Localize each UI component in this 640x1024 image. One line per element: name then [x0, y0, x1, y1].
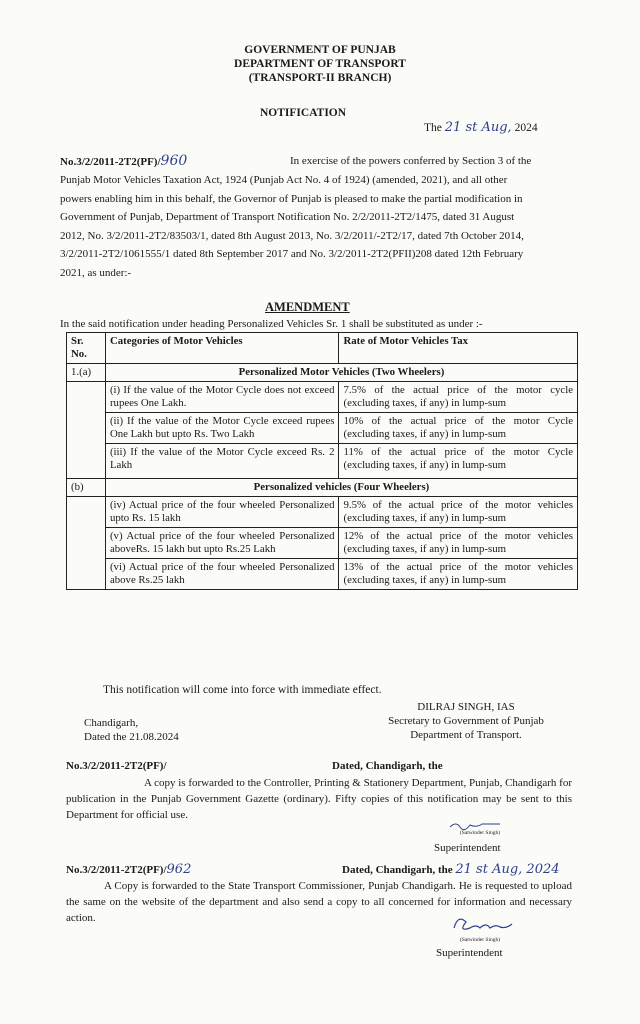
copy2-dated-hand: 21 st Aug, 2024 [455, 862, 560, 877]
copy2-sig-title: Superintendent [436, 947, 503, 959]
col-header-sr: Sr. No. [67, 333, 106, 364]
copy2-number-line [66, 862, 191, 877]
signature-scribble-2 [446, 912, 526, 934]
signatory-block [376, 700, 556, 742]
body-line: 3/2/2011-2T2/1061555/1 dated 8th September 2017 and No. 3/2/2011-2T2(PFII)208 dated 12th February [60, 248, 524, 260]
date-year: 2024 [514, 122, 538, 134]
header-government: GOVERNMENT OF PUNJAB [244, 44, 396, 56]
body-line: 2012, No. 3/2/2011-2T2/83503/1, dated 8th August 2013, No. 3/2/2011/-2T2/17, dated 7th October 2014, [60, 229, 524, 242]
table-row [67, 559, 578, 590]
dated: Dated the 21.08.2024 [84, 731, 179, 743]
copy1-sig-title: Superintendent [434, 842, 501, 854]
header-department: DEPARTMENT OF TRANSPORT [234, 58, 406, 70]
section-a-sr: 1.(a) [67, 364, 106, 382]
category-cell: (iv) Actual price of the four wheeled Personalized upto Rs. 15 lakh [105, 497, 339, 528]
rate-cell: 10% of the actual price of the motor Cycle (excluding taxes, if any) in lump-sum [339, 413, 578, 444]
signatory-name: DILRAJ SINGH, IAS [417, 701, 515, 713]
place: Chandigarh, [84, 717, 139, 729]
section-b-heading-row [67, 479, 578, 497]
section-b-heading: Personalized vehicles (Four Wheelers) [105, 479, 577, 497]
col-header-rate: Rate of Motor Vehicles Tax [339, 333, 578, 364]
notification-first-line [60, 152, 580, 172]
body-line: 2021, as under:- [60, 266, 132, 279]
date-handwritten: 21 st Aug, [444, 120, 512, 135]
body-line: powers enabling him in this behalf, the Governor of Punjab is pleased to make the partial modification in [60, 192, 523, 205]
effect-statement: This notification will come into force with immediate effect. [103, 684, 382, 696]
rate-cell: 11% of the actual price of the motor Cycle (excluding taxes, if any) in lump-sum [339, 444, 578, 479]
amendment-heading: AMENDMENT [265, 300, 350, 314]
table-row [67, 497, 578, 528]
copy2-sig-name: (Satwinder Singh) [459, 937, 501, 943]
copy2-number-hand: 962 [166, 862, 192, 877]
table-row [67, 382, 578, 413]
notification-body-line1: In exercise of the powers conferred by Section 3 of the [290, 155, 532, 167]
category-cell: (i) If the value of the Motor Cycle does not exceed rupees One Lakh. [105, 382, 339, 413]
category-cell: (ii) If the value of the Motor Cycle exceed rupees One Lakh but upto Rs. Two Lakh [105, 413, 339, 444]
category-cell: (iii) If the value of the Motor Cycle exceed Rs. 2 Lakh [105, 444, 339, 479]
header-branch: (TRANSPORT-II BRANCH) [248, 72, 392, 84]
notification-body [60, 171, 580, 282]
copy2-text: A Copy is forwarded to the State Transport Commissioner, Punjab Chandigarh. He is requested to upload the same on the website of the department and also send a copy to all concerned for information and necessary action. [66, 880, 572, 924]
notification-number-hand: 960 [160, 153, 188, 169]
copy2-number: No.3/2/2011-2T2(PF)/ [66, 864, 167, 876]
copy1-number: No.3/2/2011-2T2(PF)/ [66, 760, 167, 772]
section-a-heading-row [67, 364, 578, 382]
notification-title: NOTIFICATION [260, 107, 347, 119]
signatory-designation: Secretary to Government of Punjab [388, 715, 544, 727]
body-line: Government of Punjab, Department of Transport Notification No. 2/2/2011-2T2/1475, dated 31 August [60, 211, 515, 223]
rate-cell: 7.5% of the actual price of the motor cycle (excluding taxes, if any) in lump-sum [339, 382, 578, 413]
rate-cell: 12% of the actual price of the motor vehicles (excluding taxes, if any) in lump-sum [339, 528, 578, 559]
amendment-intro: In the said notification under heading Personalized Vehicles Sr. 1 shall be substituted as under :- [60, 318, 483, 330]
col-header-category: Categories of Motor Vehicles [105, 333, 339, 364]
signatory-department: Department of Transport. [410, 729, 522, 741]
copy1-text: A copy is forwarded to the Controller, Printing & Stationery Department, Punjab, Chandigarh for publication in the Punjab Government Gazette (ordinary). Fifty copies of this notification may be sent to this Department for official use. [66, 777, 572, 821]
copy1-sig-name: (Satwinder Singh) [459, 830, 501, 836]
section-b-sr: (b) [67, 479, 106, 497]
category-cell: (vi) Actual price of the four wheeled Personalized above Rs.25 lakh [105, 559, 339, 590]
date-line [424, 120, 538, 135]
rate-cell: 13% of the actual price of the motor vehicles (excluding taxes, if any) in lump-sum [339, 559, 578, 590]
table-header-row [67, 333, 578, 364]
body-line: Punjab Motor Vehicles Taxation Act, 1924 (Punjab Act No. 4 of 1924) (amended, 2021), and all other [60, 174, 508, 186]
date-prefix: The [424, 122, 442, 134]
tax-rate-table [66, 332, 578, 590]
empty-sr-cell [67, 497, 106, 590]
table-row [67, 528, 578, 559]
category-cell: (v) Actual price of the four wheeled Personalized aboveRs. 15 lakh but upto Rs.25 Lakh [105, 528, 339, 559]
rate-cell: 9.5% of the actual price of the motor vehicles (excluding taxes, if any) in lump-sum [339, 497, 578, 528]
copy2-dated: Dated, Chandigarh, the [342, 864, 453, 876]
copy2-dated-line [342, 862, 560, 877]
table-row [67, 444, 578, 479]
copy1-dated: Dated, Chandigarh, the [332, 760, 443, 772]
table-row [67, 413, 578, 444]
place-date-block [84, 716, 179, 744]
notification-number: No.3/2/2011-2T2(PF)/ [60, 156, 161, 168]
section-a-heading: Personalized Motor Vehicles (Two Wheelers) [105, 364, 577, 382]
empty-sr-cell [67, 382, 106, 479]
